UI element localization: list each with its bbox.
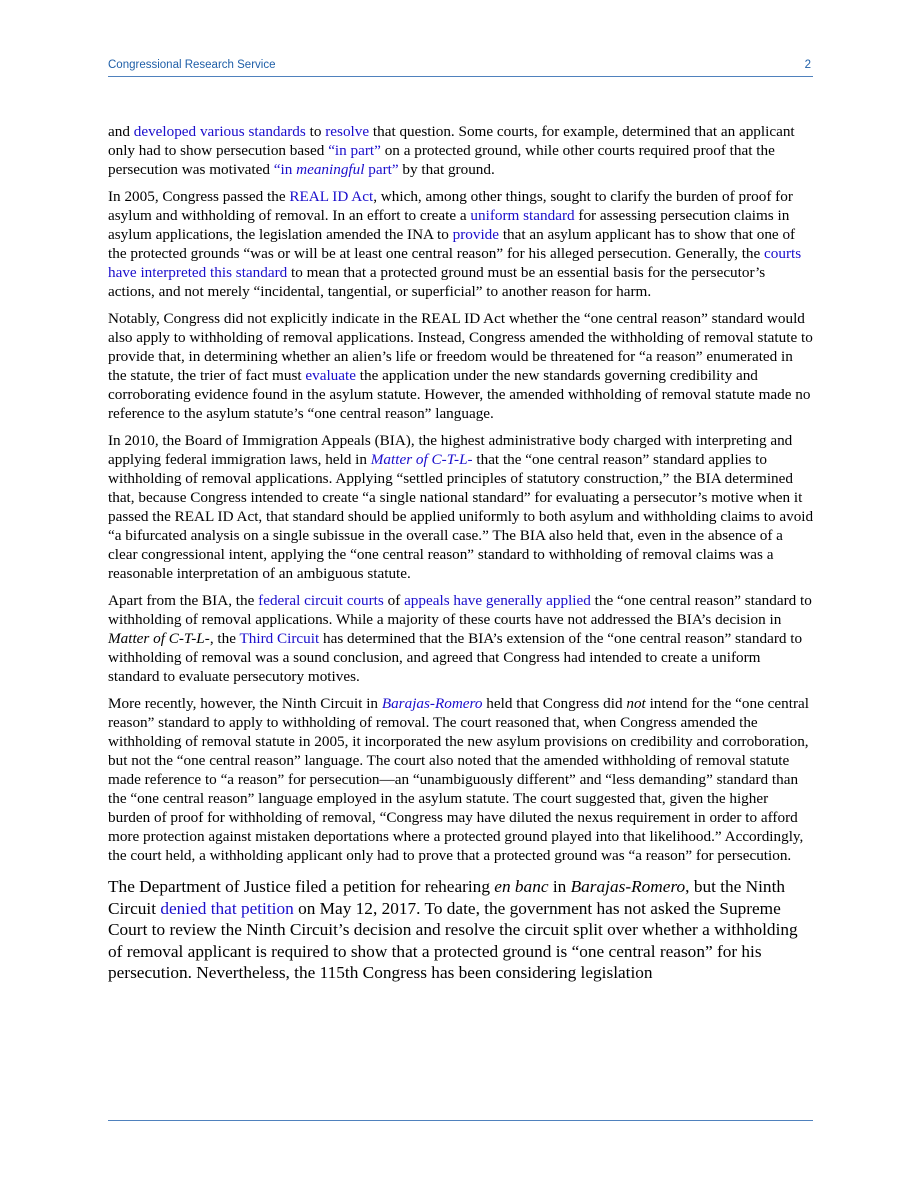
- link-courts-have-interpreted[interactable]: courts have interpreted this standard: [108, 245, 802, 281]
- link-appeals-have-generally-applied[interactable]: appeals have generally applied: [404, 592, 591, 609]
- document-body: [108, 122, 814, 992]
- link-uniform-standard[interactable]: uniform standard: [470, 207, 575, 224]
- link-real-id-act[interactable]: REAL ID Act: [289, 188, 374, 205]
- paragraph-4: In 2010, the Board of Immigration Appeals (BIA), the highest administrative body charged with interpreting and applying federal immigration laws, held in Matter of C-T-L- that the “one central reason” standard applies to withholding of removal applications. Applying “settled principles of statutory construction,” the BIA determined that, because Congress intended to create “a single national standard” for evaluating a persecutor’s motive when it passed the REAL ID Act, that standard should be applied uniformly to both asylum and withholding claims to avoid “a bifurcated analysis on a single subissue in the overall case.” The BIA also held that, even in the absence of a clear congressional intent, applying the “one central reason” standard to withholding of removal claims was a reasonable interpretation of an ambiguous statute.: [108, 432, 814, 582]
- paragraph-1: and developed various standards to resolve that question. Some courts, for example, determined that an applicant only had to show persecution based “in part” on a protected ground, while other courts required proof that the persecution was motivated “in meaningful part” by that ground.: [108, 123, 795, 178]
- footer-rule: [108, 1120, 813, 1121]
- link-matter-of-ctl[interactable]: Matter of C-T-L-: [370, 451, 473, 468]
- paragraph-5: Apart from the BIA, the federal circuit courts of appeals have generally applied the “one central reason” standard to withholding of removal applications. While a majority of these courts have not addressed the BIA’s decision in Matter of C-T-L-, the Third Circuit has determined that the BIA’s extension of the “one central reason” standard to withholding of removal was a sound conclusion, and agreed that Congress had intended to create a uniform standard to evaluate persecutory motives.: [108, 592, 812, 685]
- link-developed-various-standards[interactable]: developed various standards: [133, 123, 306, 140]
- paragraph-7: The Department of Justice filed a petition for rehearing en banc in Barajas-Romero, but the Ninth Circuit denied that petition on May 12, 2017. To date, the government has not asked the Supreme Court to review the Ninth Circuit’s decision and resolve the circuit split over whether a withholding of removal applicant is required to show that a protected ground is “one central reason” for his persecution. Nevertheless, the 115th Congress has been considering legislation: [108, 877, 798, 982]
- paragraph-3: Notably, Congress did not explicitly indicate in the REAL ID Act whether the “one central reason” standard would also apply to withholding of removal applications. Instead, Congress amended the withholding of removal statute to provide that, in determining whether an alien’s life or freedom would be threatened for “a reason” enumerated in the statute, the trier of fact must evaluate the application under the new standards governing credibility and corroborating evidence found in the asylum statute. However, the amended withholding of removal statute made no reference to the asylum statute’s “one central reason” language.: [108, 310, 813, 422]
- link-in-part[interactable]: “in part”: [328, 142, 381, 159]
- link-third-circuit[interactable]: Third Circuit: [239, 630, 320, 647]
- link-federal-circuit-courts[interactable]: federal circuit courts: [258, 592, 384, 609]
- link-provide[interactable]: provide: [452, 226, 500, 243]
- link-in-meaningful-part[interactable]: “in meaningful part”: [273, 161, 399, 178]
- paragraph-2: In 2005, Congress passed the REAL ID Act, which, among other things, sought to clarify the burden of proof for asylum and withholding of removal. In an effort to create a uniform standard for assessing persecution claims in asylum applications, the legislation amended the INA to provide that an asylum applicant has to show that one of the protected grounds “was or will be at least one central reason” for his alleged persecution. Generally, the courts have interpreted this standard to mean that a protected ground must be an essential basis for the persecutor’s actions, and not merely “incidental, tangential, or superficial” to another reason for harm.: [108, 188, 802, 300]
- page-number: 2: [804, 59, 811, 71]
- link-barajas-romero[interactable]: Barajas-Romero: [381, 695, 483, 712]
- paragraph-6: More recently, however, the Ninth Circuit in Barajas-Romero held that Congress did not intend for the “one central reason” standard to apply to withholding of removal. The court reasoned that, when Congress amended the withholding of removal statute in 2005, it incorporated the new asylum provisions on credibility and corroboration, but not the “one central reason” language. The court also noted that the amended withholding of removal statute made reference to “a reason” for persecution—an “unambiguously different” and “less demanding” standard than the “one central reason” language employed in the asylum statute. The court suggested that, given the higher burden of proof for withholding of removal, “Congress may have diluted the nexus requirement in order to afford more protection against mistaken deportations where a protected ground played into that likelihood.” Accordingly, the court held, a withholding applicant only had to prove that a protected ground was “a reason” for persecution.: [108, 695, 809, 864]
- link-evaluate[interactable]: evaluate: [305, 367, 356, 384]
- header-organization: Congressional Research Service: [108, 59, 276, 71]
- page-header: [108, 58, 813, 77]
- link-denied-that-petition[interactable]: denied that petition: [160, 898, 294, 918]
- link-resolve[interactable]: resolve: [325, 123, 370, 140]
